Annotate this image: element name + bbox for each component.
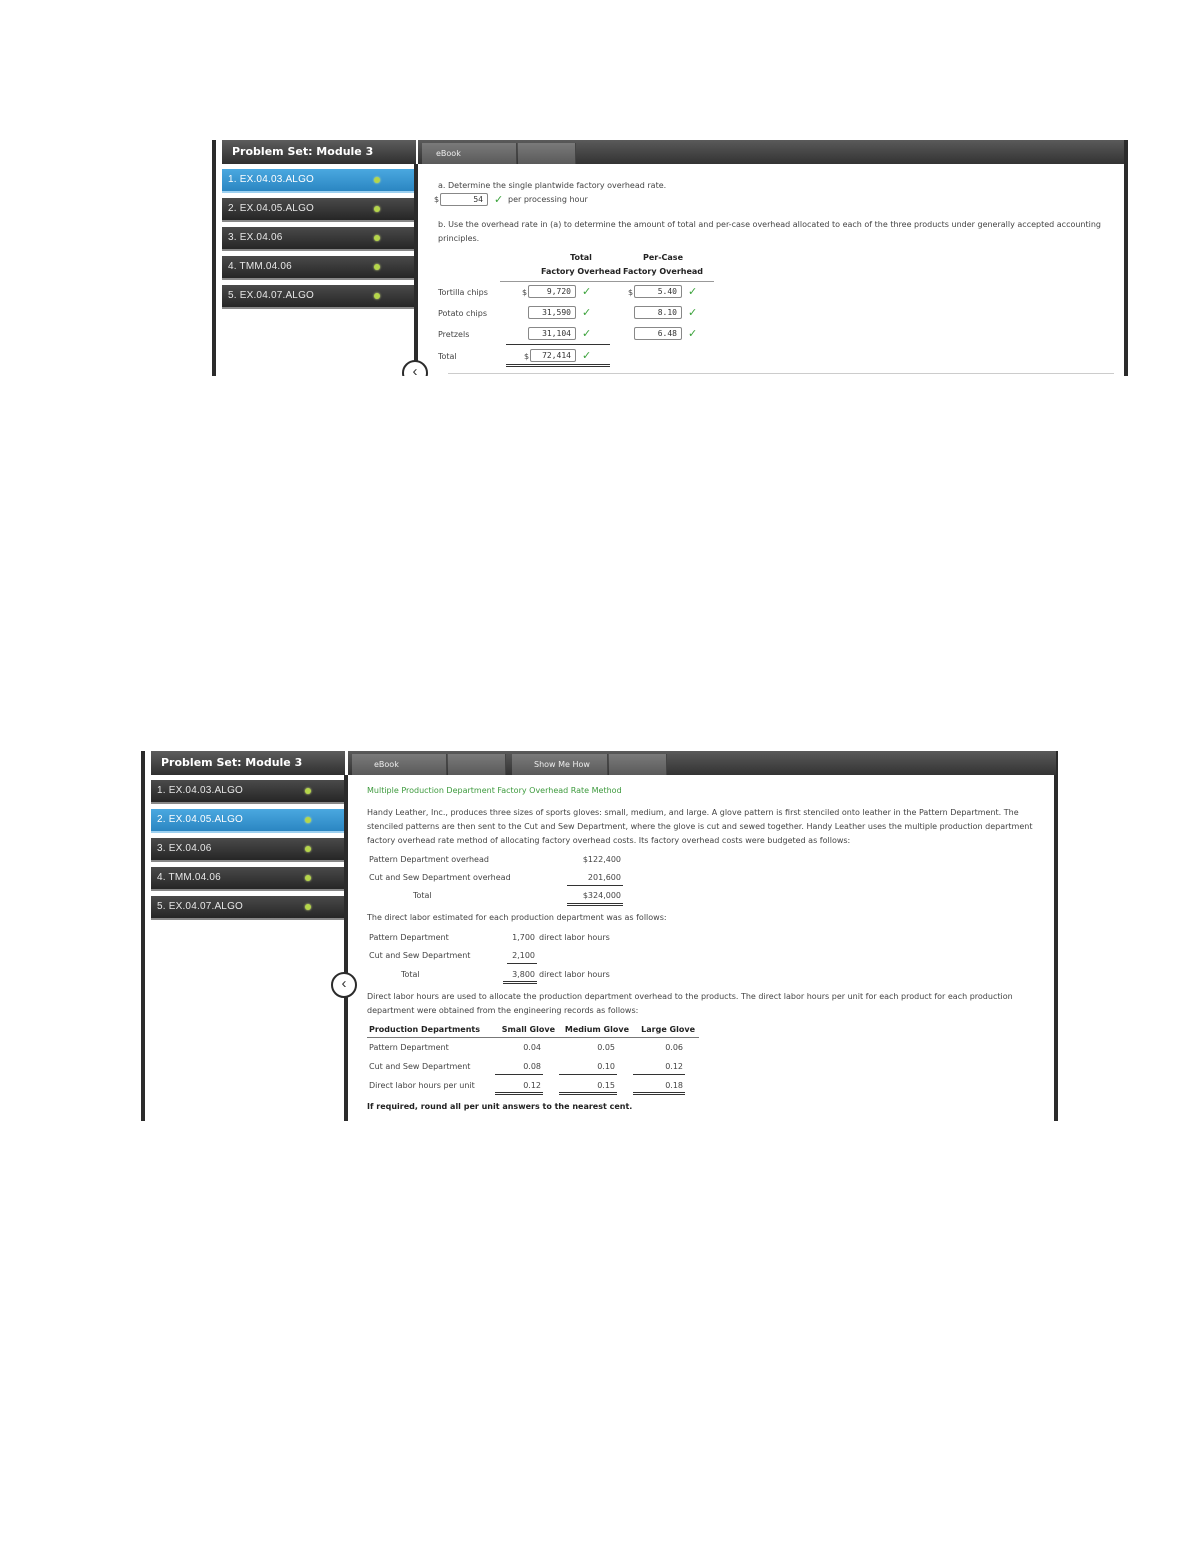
- currency-symbol: $: [628, 288, 634, 297]
- status-dot-icon: [374, 293, 380, 299]
- checkmark-icon: ✓: [688, 327, 698, 340]
- status-dot-icon: [305, 817, 311, 823]
- labor-unit-total: direct labor hours: [539, 970, 610, 979]
- row-label-tortilla-chips: Tortilla chips: [438, 288, 488, 297]
- labor-label-pattern: Pattern Department: [369, 933, 449, 942]
- usage-cut-sew-medium: 0.10: [597, 1062, 615, 1071]
- overhead-value-pattern: $122,400: [582, 855, 621, 864]
- overhead-rate-input[interactable]: 54: [440, 193, 488, 206]
- overhead-rule: [567, 885, 623, 886]
- tortilla-per-case-input[interactable]: 5.40: [634, 285, 682, 298]
- header-rule: [500, 281, 714, 282]
- status-dot-icon: [305, 904, 311, 910]
- sidebar-item-ex-04-03-algo[interactable]: [222, 169, 416, 193]
- sidebar-item-ex-04-07-algo[interactable]: [151, 896, 345, 920]
- collapse-sidebar-button[interactable]: [402, 360, 428, 376]
- tab-ebook[interactable]: [352, 754, 447, 775]
- usage-header-medium: Medium Glove: [564, 1025, 629, 1034]
- usage-total-small: 0.12: [523, 1081, 541, 1090]
- collapse-sidebar-button[interactable]: [331, 972, 357, 998]
- labor-intro: The direct labor estimated for each production department was as follows:: [367, 913, 667, 922]
- usage-label-total: Direct labor hours per unit: [369, 1081, 475, 1090]
- part-b-prompt: b. Use the overhead rate in (a) to determine the amount of total and per-case overhead allocated to each of the three products under generally accepted accounting: [438, 220, 1102, 229]
- sidebar-divider: [414, 164, 418, 376]
- status-dot-icon: [305, 875, 311, 881]
- pretzels-per-case-input[interactable]: 6.48: [634, 327, 682, 340]
- usage-rule-large: [633, 1074, 685, 1075]
- chevron-left-icon: ‹: [341, 975, 347, 992]
- tab-label: Show Me How: [534, 760, 590, 769]
- sidebar-item-label: 2. EX.04.05.ALGO: [157, 814, 244, 825]
- sidebar-item-ex-04-05-algo[interactable]: [151, 809, 345, 833]
- overhead-value-cut-sew: 201,600: [587, 873, 621, 882]
- usage-double-rule-large: [633, 1092, 685, 1095]
- potato-per-case-input[interactable]: 8.10: [634, 306, 682, 319]
- problem-set-sidebar: [151, 751, 345, 1121]
- intro-line-2: stenciled patterns are then sent to the Cut and Sew Department, where the glove is cut and sewed together. Handy Leather uses the multiple production department: [367, 822, 1033, 831]
- overhead-label-pattern: Pattern Department overhead: [369, 855, 489, 864]
- labor-value-total: 3,800: [512, 970, 535, 979]
- usage-pattern-small: 0.04: [523, 1043, 541, 1052]
- usage-header-small: Small Glove: [501, 1025, 555, 1034]
- overhead-label-cut-sew: Cut and Sew Department overhead: [369, 873, 511, 882]
- subtotal-rule: [506, 344, 610, 345]
- usage-cut-sew-small: 0.08: [523, 1062, 541, 1071]
- part-b-prompt-cont: principles.: [438, 234, 480, 243]
- usage-header-rule: [367, 1037, 699, 1038]
- screenshot-problem-description: [141, 751, 1059, 1121]
- intro-line-1: Handy Leather, Inc., produces three sizes of sports gloves: small, medium, and large. A glove pattern is first stenciled onto leather in the Pattern Department. The: [367, 808, 1019, 817]
- usage-rule-small: [495, 1074, 543, 1075]
- overhead-value-total: $324,000: [582, 891, 621, 900]
- status-dot-icon: [305, 846, 311, 852]
- sidebar-item-label: 1. EX.04.03.ALGO: [228, 174, 315, 185]
- sidebar-item-label: 4. TMM.04.06: [157, 872, 221, 883]
- overhead-double-rule: [567, 903, 623, 906]
- sidebar-item-label: 2. EX.04.05.ALGO: [228, 203, 315, 214]
- frame-border: [141, 751, 145, 1121]
- usage-total-medium: 0.15: [597, 1081, 615, 1090]
- tab-blank[interactable]: [448, 754, 506, 775]
- checkmark-icon: ✓: [494, 193, 504, 206]
- tab-label: eBook: [374, 760, 399, 769]
- usage-cut-sew-large: 0.12: [665, 1062, 683, 1071]
- status-dot-icon: [374, 177, 380, 183]
- sidebar-item-label: 5. EX.04.07.ALGO: [157, 901, 244, 912]
- tab-blank[interactable]: [518, 143, 576, 164]
- currency-symbol: $: [524, 352, 530, 361]
- checkmark-icon: ✓: [688, 306, 698, 319]
- sidebar-item-tmm-04-06[interactable]: [151, 867, 345, 891]
- frame-border-right: [1054, 751, 1058, 1121]
- intro-line-3: factory overhead rate method of allocating factory overhead costs. Its factory overhead costs were budgeted as follows:: [367, 836, 851, 845]
- checkmark-icon: ✓: [582, 349, 592, 362]
- sidebar-item-ex-04-06[interactable]: [151, 838, 345, 862]
- problem-content: [367, 775, 1051, 1121]
- usage-header-large: Large Glove: [641, 1025, 695, 1034]
- sidebar-item-label: 5. EX.04.07.ALGO: [228, 290, 315, 301]
- potato-total-input[interactable]: 31,590: [528, 306, 576, 319]
- usage-intro-line-1: Direct labor hours are used to allocate the production department overhead to the products. The direct labor hours per unit for each product for each production: [367, 992, 1013, 1001]
- col-header-total-sub: Factory Overhead: [540, 267, 622, 276]
- labor-value-pattern: 1,700: [512, 933, 535, 942]
- content-bottom-rule: [448, 373, 1114, 374]
- tab-ebook[interactable]: [422, 143, 517, 164]
- tortilla-total-input[interactable]: 9,720: [528, 285, 576, 298]
- labor-unit-pattern: direct labor hours: [539, 933, 610, 942]
- question-content: [434, 164, 1114, 376]
- row-label-potato-chips: Potato chips: [438, 309, 487, 318]
- usage-pattern-large: 0.06: [665, 1043, 683, 1052]
- col-header-per-case: Per-Case: [642, 253, 683, 262]
- tab-show-me-how[interactable]: [512, 754, 608, 775]
- status-dot-icon: [374, 264, 380, 270]
- row-label-pretzels: Pretzels: [438, 330, 470, 339]
- sidebar-item-tmm-04-06[interactable]: [222, 256, 416, 280]
- labor-double-rule: [503, 981, 537, 984]
- status-dot-icon: [374, 235, 380, 241]
- sidebar-item-ex-04-05-algo[interactable]: [222, 198, 416, 222]
- row-label-total: Total: [438, 352, 457, 361]
- labor-value-cut-sew: 2,100: [512, 951, 535, 960]
- checkmark-icon: ✓: [582, 285, 592, 298]
- sidebar-divider: [341, 775, 348, 1121]
- labor-label-cut-sew: Cut and Sew Department: [369, 951, 471, 960]
- usage-label-pattern: Pattern Department: [369, 1043, 449, 1052]
- col-header-per-case-sub: Factory Overhead: [622, 267, 704, 276]
- sidebar-item-label: 3. EX.04.06: [157, 843, 212, 854]
- frame-border-right: [1124, 140, 1128, 376]
- problem-title: Multiple Production Department Factory Overhead Rate Method: [367, 786, 622, 795]
- usage-header-departments: Production Departments: [369, 1025, 481, 1034]
- content-toolbar: [418, 140, 1124, 164]
- problem-set-sidebar: [222, 140, 416, 376]
- col-header-total: Total: [570, 253, 592, 262]
- chevron-left-icon: ‹: [412, 363, 418, 376]
- usage-pattern-medium: 0.05: [597, 1043, 615, 1052]
- frame-border: [212, 140, 216, 376]
- part-a-prompt: a. Determine the single plantwide factory overhead rate.: [438, 181, 667, 190]
- sidebar-title: Problem Set: Module 3: [222, 140, 416, 164]
- status-dot-icon: [374, 206, 380, 212]
- currency-symbol: $: [522, 288, 528, 297]
- sidebar-item-ex-04-06[interactable]: [222, 227, 416, 251]
- usage-intro-line-2: department were obtained from the engineering records as follows:: [367, 1006, 639, 1015]
- grand-total-input[interactable]: 72,414: [530, 349, 576, 362]
- double-underline: [506, 364, 610, 367]
- sidebar-item-ex-04-07-algo[interactable]: [222, 285, 416, 309]
- usage-rule-medium: [559, 1074, 617, 1075]
- sidebar-item-label: 4. TMM.04.06: [228, 261, 292, 272]
- usage-total-large: 0.18: [665, 1081, 683, 1090]
- status-dot-icon: [305, 788, 311, 794]
- tab-blank-2[interactable]: [609, 754, 667, 775]
- labor-label-total: Total: [401, 970, 420, 979]
- checkmark-icon: ✓: [688, 285, 698, 298]
- sidebar-title: Problem Set: Module 3: [151, 751, 345, 775]
- sidebar-item-label: 1. EX.04.03.ALGO: [157, 785, 244, 796]
- overhead-label-total: Total: [413, 891, 432, 900]
- usage-label-cut-sew: Cut and Sew Department: [369, 1062, 471, 1071]
- rounding-note: If required, round all per unit answers to the nearest cent.: [367, 1102, 633, 1111]
- currency-symbol: $: [434, 195, 440, 204]
- checkmark-icon: ✓: [582, 306, 592, 319]
- labor-rule: [507, 963, 537, 964]
- sidebar-item-label: 3. EX.04.06: [228, 232, 283, 243]
- pretzels-total-input[interactable]: 31,104: [528, 327, 576, 340]
- checkmark-icon: ✓: [582, 327, 592, 340]
- sidebar-item-ex-04-03-algo[interactable]: [151, 780, 345, 804]
- tab-label: eBook: [436, 149, 461, 158]
- usage-double-rule-medium: [559, 1092, 617, 1095]
- content-toolbar: [348, 751, 1056, 775]
- rate-unit-label: per processing hour: [508, 195, 588, 204]
- screenshot-part-a-b: [212, 140, 1128, 376]
- usage-double-rule-small: [495, 1092, 543, 1095]
